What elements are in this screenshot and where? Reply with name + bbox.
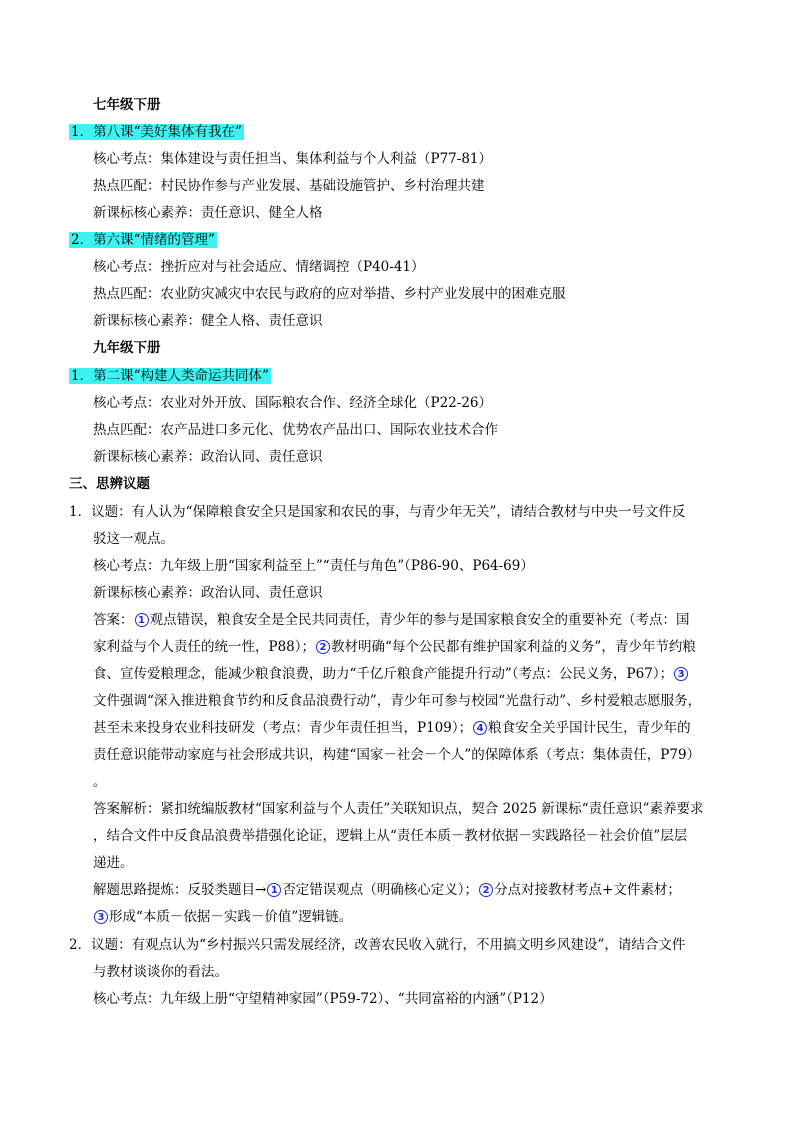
- q1-answer-line4: 文件强调“深入推进粮食节约和反食品浪费行动”，青少年可参与校园“光盘行动”、乡村爱粮志愿服务，: [93, 693, 702, 709]
- marker-3-icon: 3: [674, 667, 688, 681]
- q1-explanation-line3: 递进。: [93, 855, 134, 871]
- grade9-lesson1-title: 1．第二课“构建人类命运共同体”: [71, 368, 269, 384]
- q2-prompt-line2: 与教材谈谈你的看法。: [93, 964, 228, 980]
- marker-4-icon: 4: [473, 721, 487, 735]
- grade9-lesson1-hot: 热点匹配：农产品进口多元化、优势农产品出口、国际农业技术合作: [93, 422, 498, 438]
- q1-explanation-line1: 答案解析：紧扣统编版教材“国家利益与个人责任”关联知识点，契合 2025 新课标“责任意识”素养要求: [93, 801, 704, 817]
- grade7-lesson1-literacy: 新课标核心素养：责任意识、健全人格: [93, 205, 323, 221]
- grade9-heading: 九年级下册: [93, 340, 161, 356]
- q2-prompt-line1: 2．议题：有观点认为“乡村振兴只需发展经济，改善农民收入就行，不用搞文明乡风建设”，请结合文件: [69, 937, 686, 953]
- q1-literacy: 新课标核心素养：政治认同、责任意识: [93, 585, 323, 601]
- marker-1-icon: 1: [267, 883, 281, 897]
- marker-2-icon: 2: [479, 883, 493, 897]
- q1-answer-line3: 食、宣传爱粮理念，能减少粮食浪费，助力“千亿斤粮食产能提升行动”（考点：公民义务，P67）； 3: [93, 664, 689, 684]
- q2-core: 核心考点：九年级上册“守望精神家园”（P59-72）、“共同富裕的内涵”（P12）: [93, 991, 553, 1007]
- q1-core: 核心考点：九年级上册“国家利益至上”“责任与角色”（P86-90、P64-69）: [93, 558, 534, 574]
- q1-prompt-line2: 驳这一观点。: [93, 531, 174, 547]
- grade7-lesson1-title: 1．第八课“美好集体有我在”: [71, 124, 242, 140]
- grade7-lesson2-core: 核心考点：挫折应对与社会适应、情绪调控（P40-41）: [93, 259, 425, 275]
- q1-explanation-line2: ，结合文件中反食品浪费举措强化论证，逻辑上从“责任本质－教材依据－实践路径－社会价值”层层: [93, 828, 688, 844]
- q1-answer-line6: 责任意识能带动家庭与社会形成共识，构建“国家－社会－个人”的保障体系（考点：集体责任，P79）: [93, 747, 701, 763]
- grade9-lesson1-core: 核心考点：农业对外开放、国际粮农合作、经济全球化（P22-26）: [93, 395, 493, 411]
- q1-prompt-line1: 1．议题：有人认为“保障粮食安全只是国家和农民的事，与青少年无关”，请结合教材与中央一号文件反: [69, 504, 686, 520]
- q1-tips-line2: 3 形成“本质－依据－实践－价值”逻辑链。: [93, 907, 352, 927]
- marker-1-icon: 1: [135, 613, 149, 627]
- q1-answer-line1: 答案： 1 观点错误，粮食安全是全民共同责任，青少年的参与是国家粮食安全的重要补充（考点：国: [93, 612, 690, 628]
- grade7-heading: 七年级下册: [93, 97, 161, 113]
- grade9-lesson1-literacy: 新课标核心素养：政治认同、责任意识: [93, 449, 323, 465]
- q1-answer-line5: 甚至未来投身农业科技研发（考点：青少年责任担当，P109）； 4 粮食安全关乎国计民生，青少年的: [93, 720, 691, 736]
- grade7-lesson1-core: 核心考点：集体建设与责任担当、集体利益与个人利益（P77-81）: [93, 151, 493, 167]
- section3-heading: 三、思辨议题: [69, 476, 150, 492]
- grade7-lesson2-literacy: 新课标核心素养：健全人格、责任意识: [93, 313, 323, 329]
- grade7-lesson2-hot: 热点匹配：农业防灾减灾中农民与政府的应对举措、乡村产业发展中的困难克服: [93, 286, 566, 302]
- q1-answer-line7: 。: [93, 774, 107, 790]
- grade7-lesson2-title: 2．第六课“情绪的管理”: [71, 232, 215, 248]
- q1-answer-line2: 家利益与个人责任的统一性，P88）； 2 教材明确“每个公民都有维护国家利益的义务”，青少年节约粮: [93, 639, 696, 655]
- q1-tips-line1: 解题思路提炼：反驳类题目→ 1 否定错误观点（明确核心定义）； 2 分点对接教材考点+文件素材；: [93, 882, 681, 898]
- grade7-lesson1-hot: 热点匹配：村民协作参与产业发展、基础设施管护、乡村治理共建: [93, 178, 485, 194]
- marker-3-icon: 3: [94, 910, 108, 924]
- marker-2-icon: 2: [316, 640, 330, 654]
